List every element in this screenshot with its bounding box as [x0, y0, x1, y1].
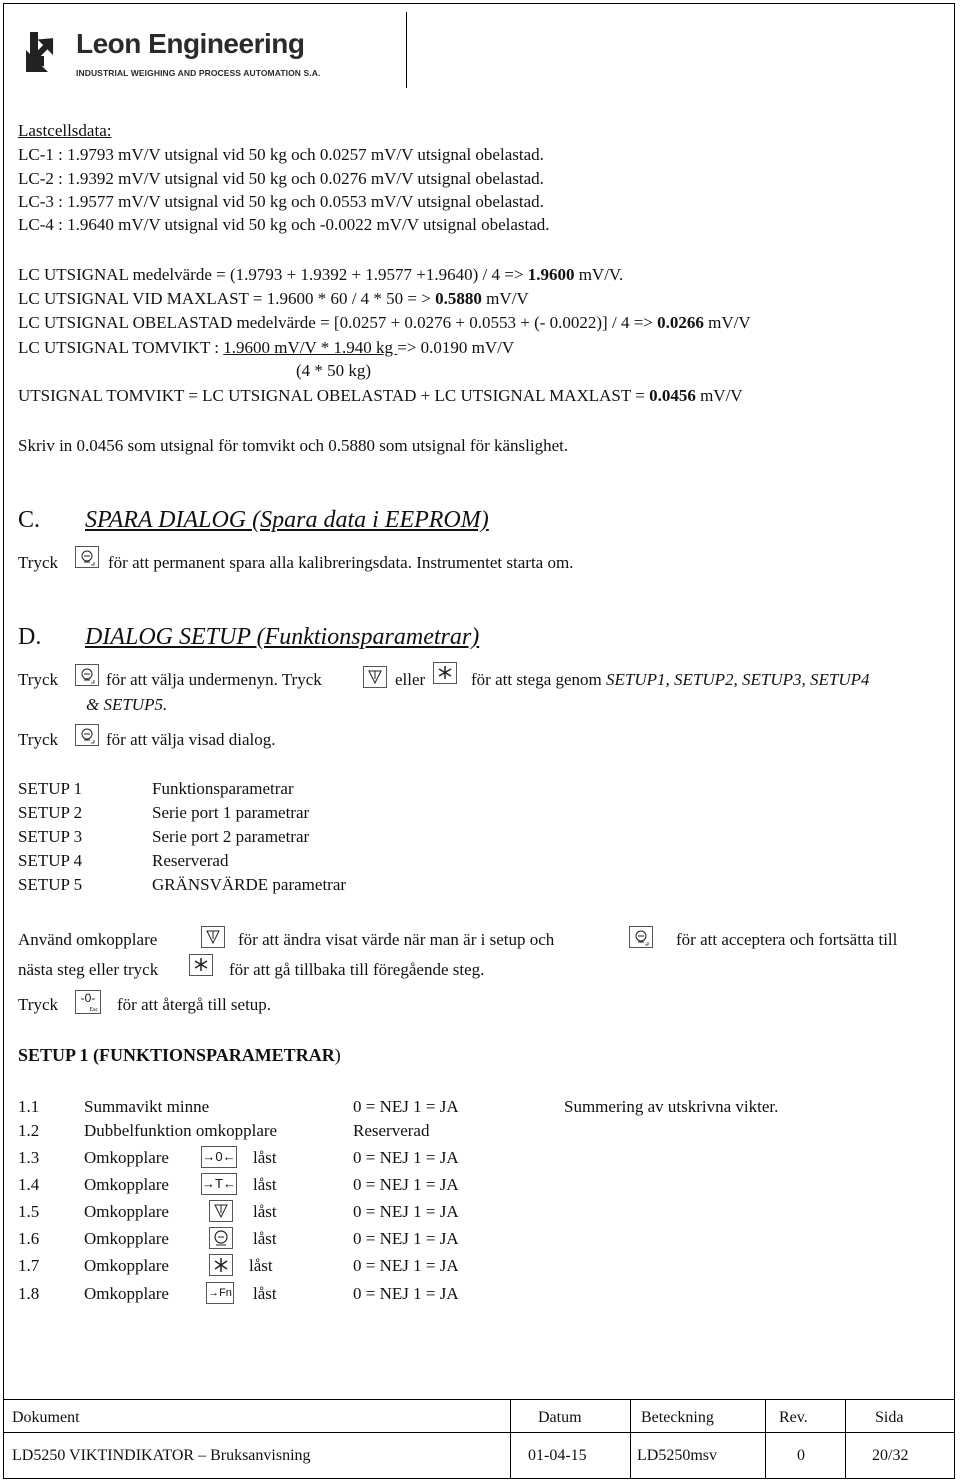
setup-name: SETUP 4: [18, 851, 83, 870]
setup1-row-options: 0 = NEJ 1 = JA: [353, 1229, 459, 1248]
calc-tare-result: => 0.0190 mV/V: [397, 338, 515, 357]
section-c-tryck: Tryck: [18, 553, 58, 572]
setup1-row-label: Omkopplare: [84, 1256, 169, 1275]
star-key-icon: [189, 954, 213, 976]
calc-tare-numerator: 1.9600 mV/V * 1.940 kg: [223, 338, 398, 357]
enter-key-icon: [629, 926, 653, 948]
calc-unloaded-text: LC UTSIGNAL OBELASTAD medelvärde = [0.0257 + 0.0276 + 0.0553 + (- 0.0022)] / 4 =>: [18, 313, 658, 332]
calc-unloaded-line: [18, 313, 751, 333]
back-tryck: Tryck: [18, 995, 58, 1014]
setup1-row-options: 0 = NEJ 1 = JA: [353, 1097, 459, 1116]
section-d-eller: eller: [395, 670, 426, 689]
tare-key-icon: [201, 1173, 237, 1195]
section-c-title: SPARA DIALOG (Spara data i EEPROM): [85, 507, 489, 533]
write-instruction: Skriv in 0.0456 som utsignal för tomvikt och 0.5880 som utsignal för känslighet.: [18, 436, 569, 455]
setup-desc: Serie port 1 parametrar: [152, 803, 310, 822]
section-c-heading: [18, 506, 618, 536]
setup-desc: GRÄNSVÄRDE parametrar: [152, 875, 347, 894]
setup-desc: Reserverad: [152, 851, 229, 870]
setup1-row-options: 0 = NEJ 1 = JA: [353, 1175, 459, 1194]
loadcell-line: LC-3 : 1.9577 mV/V utsignal vid 50 kg och 0.0553 mV/V utsignal obelastad.: [18, 192, 544, 211]
loadcell-line: LC-1 : 1.9793 mV/V utsignal vid 50 kg och 0.0257 mV/V utsignal obelastad.: [18, 145, 544, 164]
section-d-steps: [471, 670, 870, 690]
footer-revision-value: 0: [797, 1447, 805, 1464]
section-d-text: för att välja undermenyn. Tryck: [106, 670, 322, 689]
star-key-icon: [433, 662, 457, 684]
calc-average-value: 1.9600: [527, 265, 575, 284]
function-key-label: →Fn: [208, 1287, 232, 1299]
setup-desc: Funktionsparametrar: [152, 779, 294, 798]
setup1-row-num: 1.4: [18, 1175, 40, 1194]
footer-column-divider: [845, 1399, 846, 1479]
loadcell-line: LC-4 : 1.9640 mV/V utsignal vid 50 kg och -0.0022 mV/V utsignal obelastad.: [18, 215, 550, 234]
footer-row-divider: [3, 1432, 955, 1433]
down-key-icon: [209, 1200, 233, 1222]
down-key-icon: [363, 666, 387, 688]
section-d-steps-text: för att stega genom: [471, 670, 607, 689]
loadcell-line: LC-2 : 1.9392 mV/V utsignal vid 50 kg och 0.0276 mV/V utsignal obelastad.: [18, 169, 544, 188]
setup1-row-lock: låst: [249, 1256, 273, 1275]
setup-name: SETUP 2: [18, 803, 83, 822]
footer-column-divider: [765, 1399, 766, 1479]
setup1-row-num: 1.8: [18, 1284, 40, 1303]
next-step-text: nästa steg eller tryck: [18, 960, 159, 979]
setup1-row-lock: låst: [253, 1175, 277, 1194]
setup1-row-options: 0 = NEJ 1 = JA: [353, 1148, 459, 1167]
section-d-tryck: Tryck: [18, 730, 58, 749]
setup1-row-num: 1.5: [18, 1202, 40, 1221]
escape-key-sublabel: Esc: [89, 1007, 98, 1013]
company-tagline: INDUSTRIAL WEIGHING AND PROCESS AUTOMATION S.A.: [76, 68, 321, 78]
setup1-row-label: Summavikt minne: [84, 1097, 210, 1116]
zero-key-icon: [201, 1146, 237, 1168]
enter-key-icon: [75, 546, 99, 568]
section-c-number: C.: [18, 507, 41, 533]
next-step-text: för att gå tillbaka till föregående steg.: [229, 960, 485, 979]
footer-date-value: 01-04-15: [528, 1447, 587, 1464]
use-switch-text: för att acceptera och fortsätta till: [676, 930, 898, 949]
footer-document-value: LD5250 VIKTINDIKATOR – Bruksanvisning: [12, 1447, 311, 1464]
footer-header-revision: Rev.: [779, 1409, 808, 1426]
calc-unloaded-value: 0.0266: [657, 313, 704, 332]
tare-key-label: →T←: [202, 1176, 236, 1191]
section-d-setup-list-end: & SETUP5.: [86, 695, 168, 714]
escape-key-label: -0-: [80, 991, 96, 1005]
setup1-row-label: Omkopplare: [84, 1284, 169, 1303]
calc-maxload-text: LC UTSIGNAL VID MAXLAST = 1.9600 * 60 / 4 * 50 = >: [18, 289, 436, 308]
setup1-row-lock: låst: [253, 1284, 277, 1303]
footer-page-value: 20/32: [872, 1447, 909, 1464]
setup-desc: Serie port 2 parametrar: [152, 827, 310, 846]
footer-column-divider: [510, 1399, 511, 1479]
enter-key-icon: [75, 724, 99, 746]
use-switch-text: Använd omkopplare: [18, 930, 158, 949]
setup1-row-label: Omkopplare: [84, 1202, 169, 1221]
company-logo: [20, 20, 420, 90]
setup1-row-num: 1.6: [18, 1229, 40, 1248]
escape-key-icon: [75, 990, 101, 1014]
calc-total-value: 0.0456: [649, 386, 696, 405]
footer-designation-value: LD5250msv: [637, 1447, 717, 1464]
calc-total-line: [18, 386, 743, 406]
company-name: Leon Engineering: [76, 28, 305, 59]
calc-tare-text: LC UTSIGNAL TOMVIKT :: [18, 338, 224, 357]
down-key-icon: [201, 926, 225, 948]
section-d-setup-list: SETUP1, SETUP2, SETUP3, SETUP4: [606, 670, 870, 689]
setup1-row-label: Omkopplare: [84, 1148, 169, 1167]
setup1-row-options: Reserverad: [353, 1121, 430, 1140]
calc-tare-line: [18, 338, 514, 358]
section-d-heading: [18, 623, 618, 653]
use-switch-text: för att ändra visat värde när man är i setup och: [238, 930, 555, 949]
enter-key-icon: [75, 664, 99, 686]
calc-unloaded-unit: mV/V: [703, 313, 751, 332]
footer-table: [3, 1399, 955, 1479]
footer-header-date: Datum: [538, 1409, 582, 1426]
footer-header-designation: Beteckning: [641, 1409, 714, 1426]
setup-name: SETUP 1: [18, 779, 83, 798]
loadcell-heading: Lastcellsdata:: [18, 121, 112, 140]
section-d-number: D.: [18, 624, 42, 650]
setup1-row-lock: låst: [253, 1229, 277, 1248]
calc-maxload-line: [18, 289, 529, 309]
setup1-heading: [18, 1045, 341, 1065]
calc-maxload-value: 0.5880: [435, 289, 482, 308]
calc-maxload-unit: mV/V: [481, 289, 529, 308]
setup1-row-lock: låst: [253, 1148, 277, 1167]
setup1-row-options: 0 = NEJ 1 = JA: [353, 1202, 459, 1221]
footer-column-divider: [630, 1399, 631, 1479]
setup1-row-num: 1.3: [18, 1148, 40, 1167]
setup1-row-label: Omkopplare: [84, 1175, 169, 1194]
setup-name: SETUP 5: [18, 875, 83, 894]
setup1-heading-text: SETUP 1 (FUNKTIONSPARAMETRAR: [18, 1045, 335, 1065]
enter-key-icon: [209, 1227, 233, 1249]
footer-border-top: [3, 1399, 955, 1400]
setup1-row-label: Omkopplare: [84, 1229, 169, 1248]
section-d-tryck: Tryck: [18, 670, 58, 689]
calc-average-unit: mV/V.: [574, 265, 624, 284]
star-key-icon: [209, 1254, 233, 1276]
setup1-row-num: 1.7: [18, 1256, 40, 1275]
setup1-row-num: 1.2: [18, 1121, 40, 1140]
footer-header-page: Sida: [875, 1409, 904, 1426]
logo-mark-icon: [22, 26, 70, 74]
calc-tare-denominator: (4 * 50 kg): [296, 361, 372, 380]
setup1-row-options: 0 = NEJ 1 = JA: [353, 1284, 459, 1303]
calc-average-line: [18, 265, 623, 285]
setup1-row-lock: låst: [253, 1202, 277, 1221]
setup1-heading-end: ): [334, 1045, 341, 1065]
calc-average-text: LC UTSIGNAL medelvärde = (1.9793 + 1.9392 + 1.9577 +1.9640) / 4 =>: [18, 265, 528, 284]
section-d-title: DIALOG SETUP (Funktionsparametrar): [85, 624, 480, 650]
footer-header-document: Dokument: [12, 1409, 80, 1426]
header-divider: [406, 12, 407, 88]
setup1-row-label: Dubbelfunktion omkopplare: [84, 1121, 278, 1140]
section-d-select-text: för att välja visad dialog.: [106, 730, 276, 749]
back-text: för att återgå till setup.: [117, 995, 272, 1014]
setup-name: SETUP 3: [18, 827, 83, 846]
setup1-row-num: 1.1: [18, 1097, 40, 1116]
setup1-row-note: Summering av utskrivna vikter.: [564, 1097, 779, 1116]
setup1-row-options: 0 = NEJ 1 = JA: [353, 1256, 459, 1275]
calc-total-unit: mV/V: [695, 386, 743, 405]
calc-total-text: UTSIGNAL TOMVIKT = LC UTSIGNAL OBELASTAD + LC UTSIGNAL MAXLAST =: [18, 386, 650, 405]
function-key-icon: [206, 1282, 234, 1304]
section-c-text: för att permanent spara alla kalibreringsdata. Instrumentet starta om.: [108, 553, 574, 572]
zero-key-label: →0←: [202, 1149, 236, 1164]
